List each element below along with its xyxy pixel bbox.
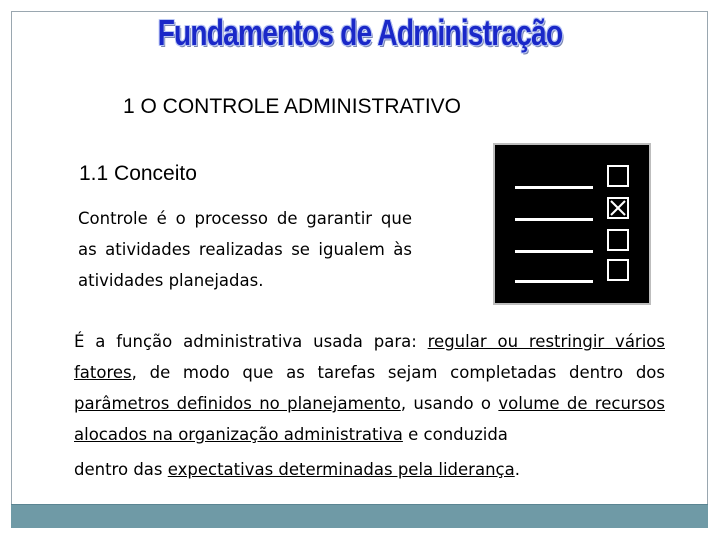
section-heading: 1 O CONTROLE ADMINISTRATIVO [123,95,461,118]
checklist-row [515,197,637,223]
body-last-line [74,456,665,484]
checkbox-empty-icon [607,229,629,251]
underlined-phrase: expectativas determinadas pela liderança [167,460,515,479]
x-mark-icon [609,199,627,217]
checklist-row [515,259,637,285]
checklist-line [515,218,593,221]
underlined-phrase: regular ou restringir vários fatores [74,332,665,382]
checklist-row [515,165,637,191]
subsection-heading: 1.1 Conceito [79,162,197,185]
underlined-phrase: volume de recursos alocados na organização administrativa [74,394,665,444]
body-text-segment: , usando o [400,394,499,413]
underlined-phrase: parâmetros definidos no planejamento [74,394,401,413]
body-text-segment: . [514,460,520,479]
checkbox-empty-icon [607,259,629,281]
checkbox-empty-icon [607,165,629,187]
checklist-line [515,186,593,189]
slide-title: Fundamentos de Administração [157,12,563,53]
body-paragraph [74,326,665,450]
definition-text: Controle é o processo de garantir que as atividades realizadas se igualem às atividades planejadas. [78,209,412,290]
checklist-icon [493,143,651,305]
body-text-segment: e conduzida [402,425,508,444]
body-text-segment: dentro das [74,460,168,479]
checkbox-checked-icon [607,197,629,219]
body-text-segment: É a função administrativa usada para: [74,332,428,351]
checklist-row [515,229,637,255]
checklist-line [515,280,593,283]
checklist-line [515,250,593,253]
body-text-segment: , de modo que as tarefas sejam completadas dentro dos [131,363,665,382]
footer-bar [11,504,708,528]
